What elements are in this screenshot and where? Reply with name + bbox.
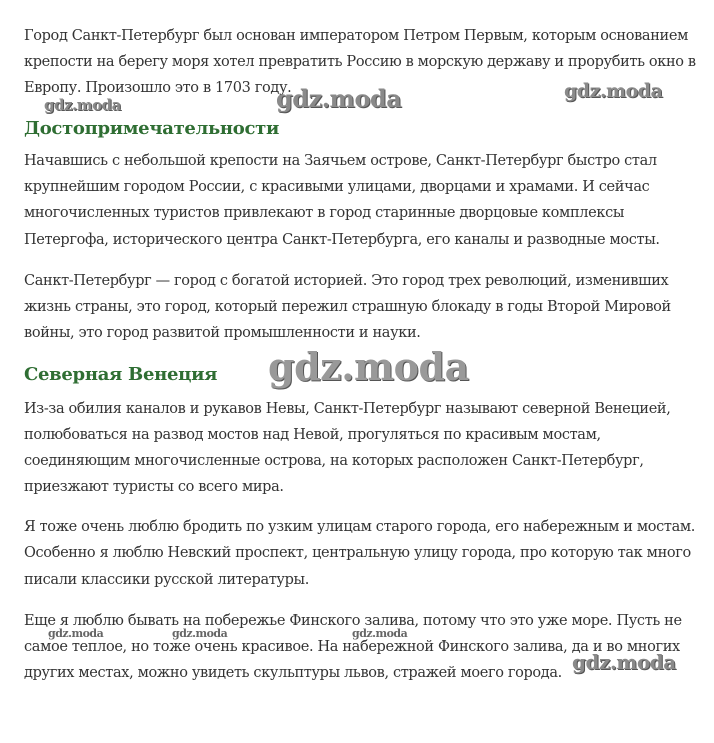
paragraph-3-line: войны, это город развитой промышленности и науки. (24, 325, 421, 341)
paragraph-2-line: многочисленных туристов привлекают в город старинные дворцовые комплексы (24, 205, 625, 221)
paragraph-6-line: Еще я люблю бывать на побережье Финского залива, потому что это уже море. Пусть не (24, 613, 682, 629)
watermark: gdz.moda (268, 344, 469, 389)
watermark: gdz.moda (276, 84, 402, 113)
watermark: gdz.moda (172, 627, 228, 640)
paragraph-4-line: Из-за обилия каналов и рукавов Невы, Санкт-Петербург называют северной Венецией, (24, 401, 671, 417)
paragraph-2-line: Петергофа, исторического центра Санкт-Петербурга, его каналы и разводные мосты. (24, 232, 660, 248)
watermark: gdz.moda (352, 627, 408, 640)
paragraph-5-line: Я тоже очень люблю бродить по узким улицам старого города, его набережным и мостам. (24, 519, 696, 535)
paragraph-3-line: Санкт-Петербург — город с богатой историей. Это город трех революций, изменивших (24, 273, 669, 289)
paragraph-1-line: крепости на берегу моря хотел превратить Россию в морскую державу и прорубить окно в (24, 54, 696, 70)
paragraph-1-line: Город Санкт-Петербург был основан императором Петром Первым, которым основанием (24, 28, 689, 44)
paragraph-4-line: соединяющим многочисленные острова, на которых расположен Санкт-Петербург, (24, 453, 644, 469)
paragraph-6-line: других местах, можно увидеть скульптуры львов, стражей моего города. (24, 665, 562, 681)
paragraph-2-line: Начавшись с небольшой крепости на Заячьем острове, Санкт-Петербург быстро стал (24, 153, 657, 169)
paragraph-5-line: писали классики русской литературы. (24, 572, 310, 588)
paragraph-4-line: приезжают туристы со всего мира. (24, 479, 284, 495)
watermark: gdz.moda (564, 80, 663, 102)
paragraph-3-line: жизнь страны, это город, который пережил страшную блокаду в годы Второй Мировой (24, 299, 671, 315)
watermark: gdz.moda (44, 96, 121, 114)
watermark: gdz.moda (572, 650, 676, 674)
paragraph-4-line: полюбоваться на развод мостов над Невой, прогуляться по красивым мостам, (24, 427, 601, 443)
paragraph-6-line: самое теплое, но тоже очень красивое. На набережной Финского залива, да и во многих (24, 639, 680, 655)
heading-sights: Достопримечательности (24, 118, 280, 139)
paragraph-2-line: крупнейшим городом России, с красивыми улицами, дворцами и храмами. И сейчас (24, 179, 650, 195)
heading-northern-venice: Северная Венеция (24, 364, 218, 385)
paragraph-1-line: Европу. Произошло это в 1703 году. (24, 80, 292, 96)
paragraph-5-line: Особенно я люблю Невский проспект, центральную улицу города, про которую так много (24, 545, 691, 561)
watermark: gdz.moda (48, 627, 104, 640)
